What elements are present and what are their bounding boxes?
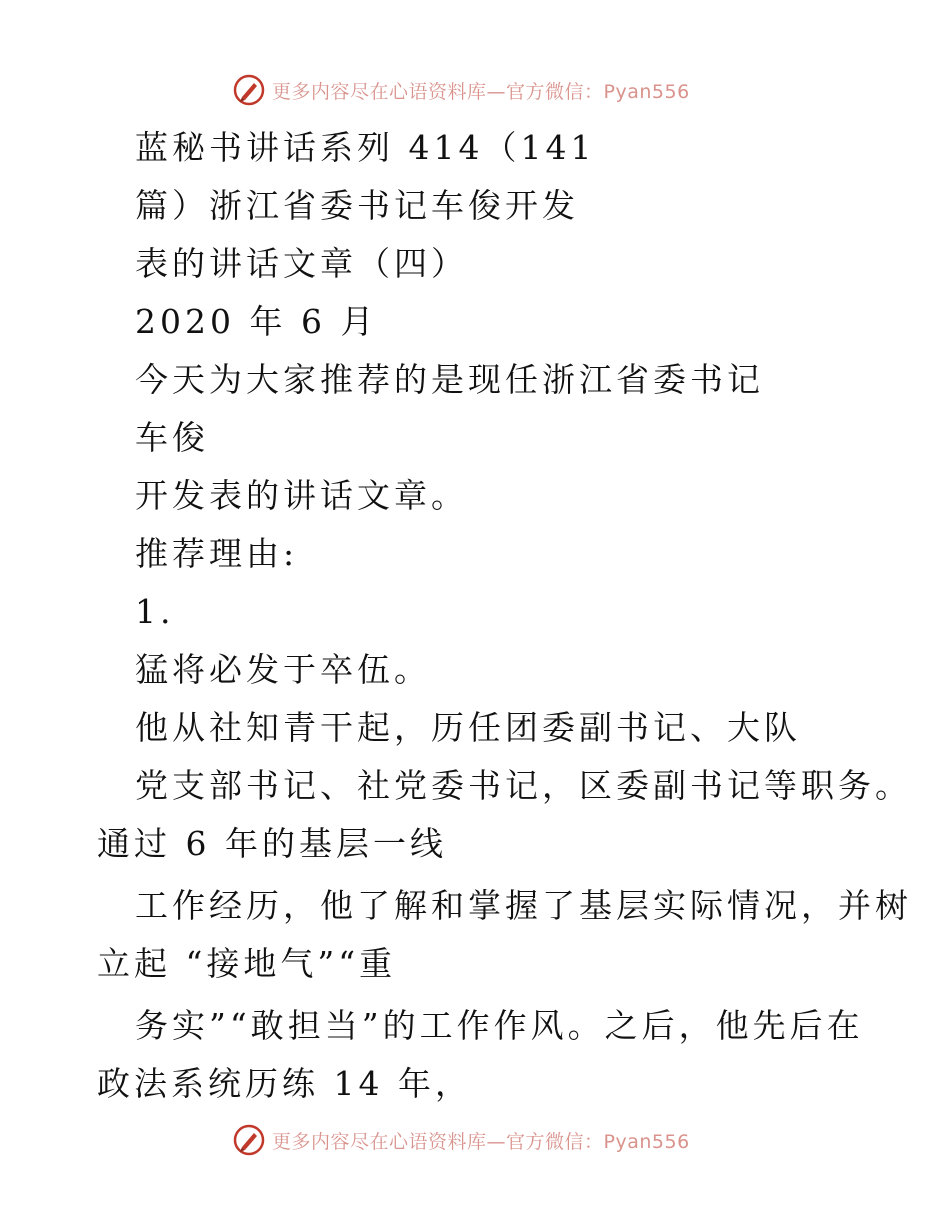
watermark-header [232, 70, 752, 110]
pen-nib-logo-icon [232, 73, 266, 107]
watermark-text: 更多内容尽在心语资料库—官方微信：Pyan556 [272, 80, 690, 103]
watermark-footer [232, 1120, 752, 1160]
text-line: 党支部书记、社党委书记，区委副书记等职务。 [135, 766, 912, 805]
title-line-2: 篇）浙江省委书记车俊开发 [135, 186, 579, 225]
text-line: 立起 “接地气”“重 [97, 944, 397, 983]
text-line: 务实”“敢担当”的工作作风。之后，他先后在 [135, 1006, 864, 1045]
text-line: 政法系统历练 14 年， [97, 1064, 472, 1103]
text-line: 工作经历，他了解和掌握了基层实际情况，并树 [135, 886, 912, 925]
text-line: 他从社知青干起，历任团委副书记、大队 [135, 708, 801, 747]
text-line: 今天为大家推荐的是现任浙江省委书记 [135, 360, 764, 399]
date-line: 2020 年 6 月 [135, 302, 378, 341]
section-heading: 推荐理由: [135, 534, 299, 573]
watermark-text: 更多内容尽在心语资料库—官方微信：Pyan556 [272, 1130, 690, 1153]
title-line-3: 表的讲话文章（四） [135, 244, 468, 283]
text-line: 开发表的讲话文章。 [135, 476, 468, 515]
text-line: 通过 6 年的基层一线 [97, 824, 447, 863]
title-line-1: 蓝秘书讲话系列 414（141 [135, 128, 596, 167]
text-line: 猛将必发于卒伍。 [135, 650, 431, 689]
pen-nib-logo-icon [232, 1123, 266, 1157]
list-number: 1. [135, 592, 175, 631]
text-line: 车俊 [135, 418, 209, 457]
